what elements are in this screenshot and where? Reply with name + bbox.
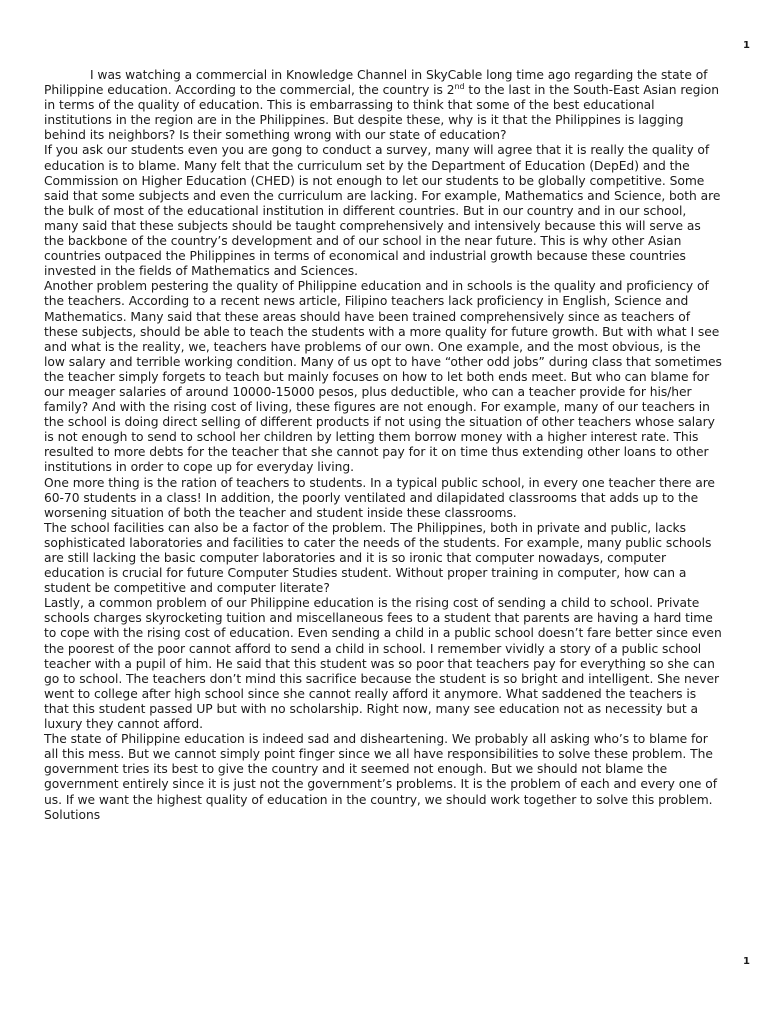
paragraph-intro-text-b: to the last in the South-East Asian region in terms of the quality of education. This is embarrassing to think that some of the best educational institutions in the region are in the Philippines. But despite these, why is it that the Philippines is lagging behind its neighbors? Is their something wrong with our state of education? — [44, 83, 719, 143]
paragraph-cost: Lastly, a common problem of our Philippine education is the rising cost of sending a child to school. Private schools charges skyrocketing tuition and miscellaneous fees to a student that parents are having a hard time to cope with the rising cost of education. Even sending a child in a public school doesn’t fare better since even the poorest of the poor cannot afford to send a child in school. I remember vividly a story of a public school teacher with a pupil of him. He said that this student was so poor that teachers pay for everything so she can go to school. The teachers don’t mind this sacrifice because the student is so bright and intelligent. She never went to college after high school since she cannot really afford it anymore. What saddened the teachers is that this student passed UP but with no scholarship. Right now, many see education not as necessity but a luxury they cannot afford. — [44, 596, 722, 732]
paragraph-teachers: Another problem pestering the quality of Philippine education and in schools is the quality and proficiency of the teachers. According to a recent news article, Filipino teachers lack proficiency in English, Science and Mathematics. Many said that these areas should have been trained comprehensively since as teachers of these subjects, should be able to teach the students with a more quality for future growth. But with what I see and what is the reality, we, teachers have problems of our own. One example, and the most obvious, is the low salary and terrible working condition. Many of us opt to have “other odd jobs” during class that sometimes the teacher simply forgets to teach but mainly focuses on how to let both ends meet. But who can blame for our meager salaries of around 10000-15000 pesos, plus deductible, who can a teacher provide for his/her family? And with the rising cost of living, these figures are not enough. For example, many of our teachers in the school is doing direct selling of different products if not using the situation of other teachers whose salary is not enough to send to school her children by letting them borrow money with a higher interest rate. This resulted to more debts for the teacher that she cannot pay for it on time thus extending other loans to other institutions in order to cope up for everyday living. — [44, 279, 722, 475]
paragraph-ratio: One more thing is the ration of teachers to students. In a typical public school, in every one teacher there are 60-70 students in a class! In addition, the poorly ventilated and dilapidated classrooms that adds up to the worsening situation of both the teacher and student inside these classrooms. — [44, 475, 715, 520]
page-number-top: 1 — [743, 40, 750, 51]
document-body — [44, 68, 724, 823]
paragraph-solutions-heading: Solutions — [44, 807, 101, 822]
paragraph-conclusion: The state of Philippine education is indeed sad and disheartening. We probably all asking who’s to blame for all this mess. But we cannot simply point finger since we all have responsibilities to solve these problem. The government tries its best to give the country and it seemed not enough. But we should not blame the government entirely since it is just not the government’s problems. It is the problem of each and every one of us. If we want the highest quality of education in the country, we should work together to solve this problem. — [44, 732, 718, 807]
paragraph-curriculum: If you ask our students even you are gong to conduct a survey, many will agree that it is really the quality of education is to blame. Many felt that the curriculum set by the Department of Education (DepEd) and the Commission on Higher Education (CHED) is not enough to let our students to be globally competitive. Some said that some subjects and even the curriculum are lacking. For example, Mathematics and Science, both are the bulk of most of the educational institution in different countries. But in our country and in our school, many said that these subjects should be taught comprehensively and intensively because this will serve as the backbone of the country’s development and of our school in the near future. This is why other Asian countries outpaced the Philippines in terms of economical and industrial growth because these countries invested in the fields of Mathematics and Sciences. — [44, 143, 721, 279]
paragraph-intro-text-a: I was watching a commercial in Knowledge Channel in SkyCable long time ago regarding the state of Philippine education. According to the commercial, the country is 2 — [44, 68, 708, 98]
paragraph-facilities: The school facilities can also be a factor of the problem. The Philippines, both in private and public, lacks sophisticated laboratories and facilities to cater the needs of the students. For example, many public schools are still lacking the basic computer laboratories and it is so ironic that computer nowadays, computer education is crucial for future Computer Studies student. Without proper training in computer, how can a student be competitive and computer literate? — [44, 520, 712, 596]
paragraph-intro — [44, 68, 724, 143]
page-number-bottom: 1 — [743, 956, 750, 967]
ordinal-superscript: nd — [454, 82, 465, 91]
